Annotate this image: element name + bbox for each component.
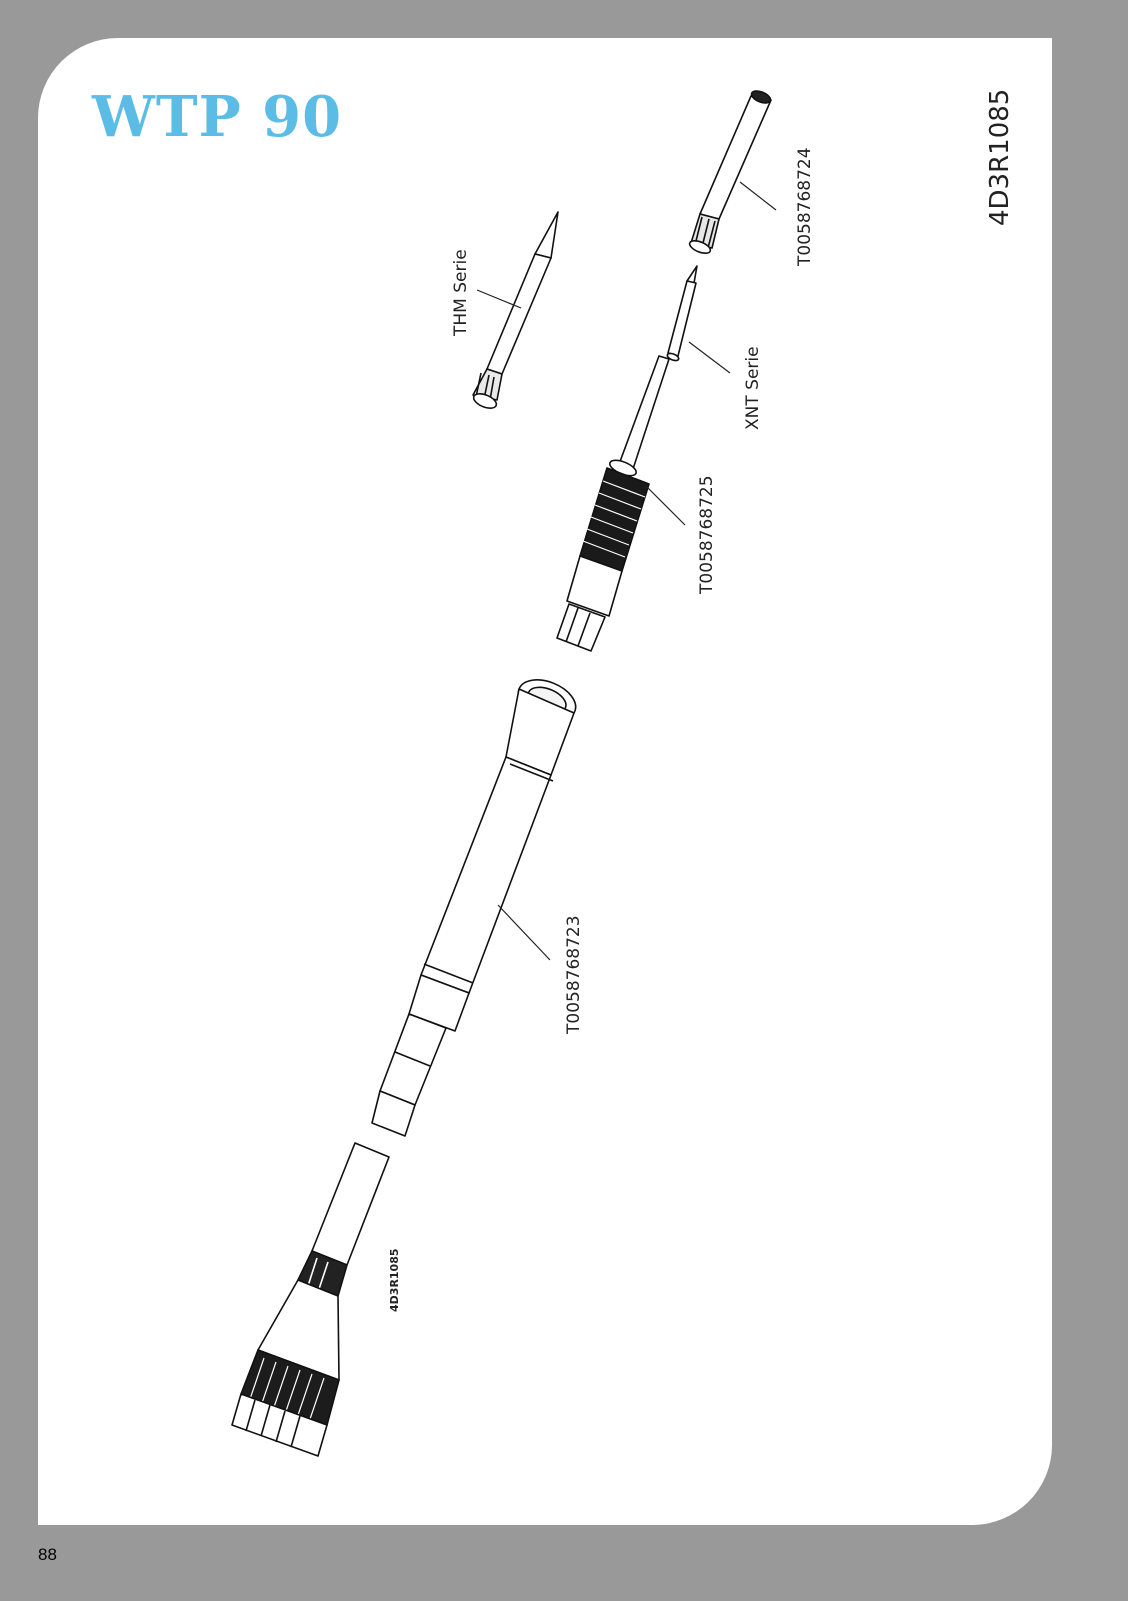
heating-element — [557, 356, 669, 651]
page-title: WTP 90 — [92, 84, 343, 150]
handle — [409, 672, 582, 1031]
cable-upper — [312, 1014, 446, 1265]
cable-connector — [232, 1251, 347, 1456]
cable-code-label: 4D3R1085 — [388, 1248, 401, 1312]
thm-series-label: THM Serie — [451, 249, 471, 336]
tip-nut — [688, 89, 772, 256]
page-number: 88 — [38, 1545, 57, 1564]
thm-tip — [472, 212, 558, 411]
handle-part-label: T0058768723 — [564, 915, 584, 1034]
heater-part-label: T0058768725 — [697, 475, 717, 594]
drawing-code-label: 4D3R1085 — [985, 88, 1015, 226]
tip-nut-part-label: T0058768724 — [795, 147, 815, 266]
xnt-series-label: XNT Serie — [743, 346, 763, 430]
xnt-tip — [666, 266, 697, 362]
